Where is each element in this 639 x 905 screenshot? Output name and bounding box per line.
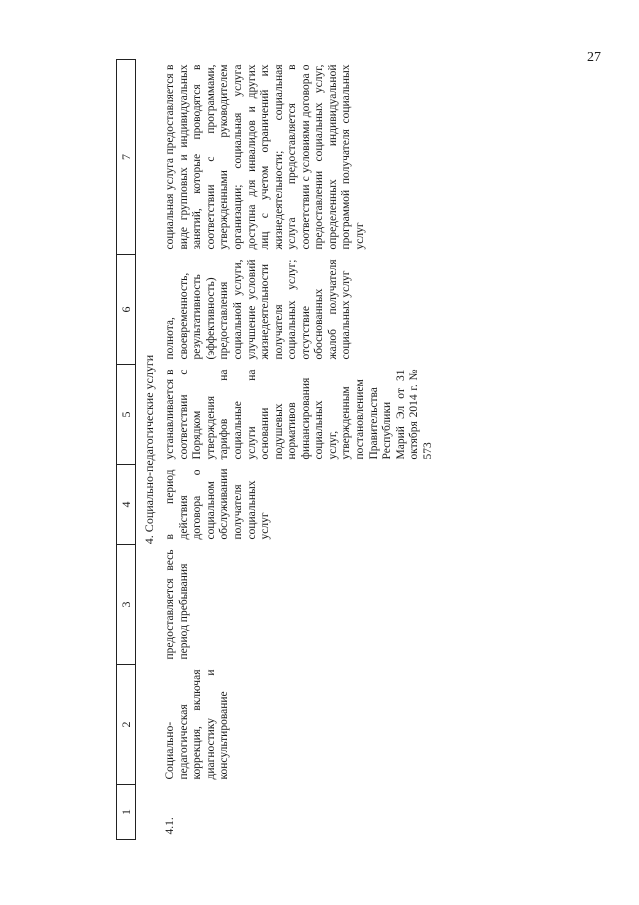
service-conditions: социальная услуга предоставляется в виде групповых и индивидуальных занятий, которые проводятся в соответствии с программами, утвержденными руководителем организации; социальная услуга доступна для инвалидов и других лиц с учетом ограничений их жизнедеятельности; социальная услуга предоставляется в соответствии с условиями договора о предоставлении социальных услуг, определенных индивидуальной программой получателя социальных услуг (164, 64, 367, 250)
header-row (117, 60, 136, 840)
column-header-5: 5 (117, 365, 136, 465)
service-term: предоставляется весь период пребывания (164, 549, 190, 660)
service-indicators: полнота, своевременность, результативность (эффективность) предоставления социальной услуги, улучшение условий жизнедеятельности получателя социальных услуг; отсутствие обоснованных жалоб получателя социальных услуг (164, 259, 353, 360)
column-header-2: 2 (117, 665, 136, 785)
section-row (136, 60, 161, 840)
service-number: 4.1. (164, 817, 177, 835)
table-row (160, 60, 435, 840)
column-header-3: 3 (117, 545, 136, 665)
column-header-6: 6 (117, 255, 136, 365)
column-header-7: 7 (117, 60, 136, 255)
column-header-4: 4 (117, 465, 136, 545)
rotated-table-container (116, 60, 636, 840)
service-name: Социально-педагогическая коррекция, включая диагностику и консультирование (164, 669, 231, 780)
services-table (116, 59, 435, 840)
service-period: в период действия договора о социальном обслуживании получателя социальных услуг (164, 468, 272, 540)
section-title: 4. Социально-педагогические услуги (142, 354, 156, 545)
page-number: 27 (587, 50, 601, 65)
service-tariff: устанавливается в соответствии с Порядком утверждения тарифов на социальные услуги на основании подушевых нормативов финансирования социальных услуг, утвержденным постановлением Правительства Республики Марий Эл от 31 октября 2014 г. № 573 (164, 369, 434, 460)
column-header-1: 1 (117, 785, 136, 840)
